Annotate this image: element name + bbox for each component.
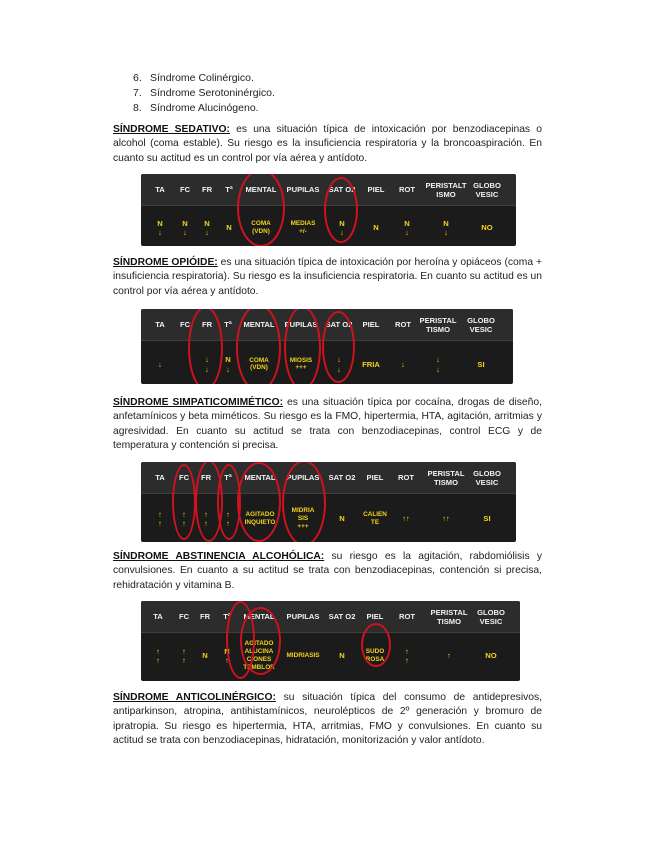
header-globo-vesical: GLOBO VESIC: [473, 180, 501, 199]
header-sat-o2: SAT O2: [325, 320, 353, 329]
header-pupilas: PUPILAS: [286, 473, 320, 482]
value-peristaltismo: ↓ ↓: [436, 355, 440, 374]
sedative-text: es una situación típica de intoxicación por benzodiacepinas o alcohol (coma estable). Su riesgo es la insuficiencia respiratoria y la broncoaspiración. En cuanto su actitud es un control por vía aérea y antídoto.: [113, 124, 542, 164]
value-globo-vesical: NO: [485, 651, 497, 661]
anticholinergic-paragraph: [113, 691, 542, 749]
anticholinergic-heading: SÍNDROME ANTICOLINÉRGICO:: [113, 692, 276, 703]
value-peristaltismo: ↑↑: [442, 514, 450, 524]
value-fr: ↑ ↑: [204, 509, 208, 528]
header-piel: PIEL: [367, 185, 385, 194]
value-temp: N ↓: [225, 355, 231, 374]
list-item: 7. Síndrome Serotoninérgico.: [133, 87, 275, 99]
header-piel: PIEL: [366, 612, 384, 621]
value-ta: ↑ ↑: [156, 646, 160, 665]
alcohol-withdrawal-text: su riesgo es la agitación, rabdomiólisis y convulsiones. En cuanto a su actitud se trata con benzodiacepinas, contención si precisa, rehidratación y vitamina B.: [113, 551, 542, 591]
list-item: 6. Síndrome Colinérgico.: [133, 72, 254, 84]
header-pupilas: PUPILAS: [286, 612, 320, 621]
sympathomimetic-table: [141, 462, 516, 542]
value-mental: COMA (VDN): [251, 220, 271, 235]
header-piel: PIEL: [362, 320, 380, 329]
value-temp: ↑ ↑: [226, 509, 230, 528]
header-piel: PIEL: [366, 473, 384, 482]
header-mental: MENTAL: [243, 320, 275, 329]
value-pupilas: MIDRIA SIS +++: [291, 507, 315, 530]
opioid-text: es una situación típica de intoxicación por heroína y opiáceos (coma + insuficiencia respiratoria). Su riesgo es la insuficiencia respiratoria. En cuanto su actitud es un control por vía aérea y antídoto.: [113, 257, 542, 297]
value-pupilas: MIOSIS +++: [289, 356, 313, 372]
list-item: 8. Síndrome Alucinógeno.: [133, 102, 259, 114]
value-piel: SUDO ROSA: [365, 648, 385, 663]
opioid-paragraph: [113, 256, 542, 299]
value-fr: ↓ ↓: [205, 355, 209, 374]
header-pupilas: PUPILAS: [284, 320, 318, 329]
value-sat-o2: N: [339, 514, 345, 524]
header-sat-o2: SAT O2: [328, 612, 356, 621]
value-piel: CALIEN TE: [363, 511, 387, 526]
header-fc: FC: [178, 473, 190, 482]
anticholinergic-text: su situación típica del consumo de antidepresivos, antiparkinson, atropina, antihistamínicos, neurolépticos de 2º generación y bromuro de ipratropia. Su riesgo es hipertermia, HTA, arritmias, FMO y convulsiones. En cuanto su actitud se trata con benzodiacepinas, hidratación, monitorización y valor antídoto.: [113, 692, 542, 747]
intro-list: [133, 71, 275, 116]
header-globo-vesical: GLOBO VESIC: [473, 468, 501, 487]
header-pupilas: PUPILAS: [286, 185, 320, 194]
sedative-paragraph: [113, 123, 542, 166]
value-sat-o2: N ↓: [339, 218, 345, 237]
header-peristaltismo: PERISTAL TISMO: [430, 607, 468, 626]
value-piel: FRIA: [362, 359, 380, 369]
header-peristaltismo: PERISTAL TISMO: [427, 468, 465, 487]
value-pupilas: MIDRIASIS: [286, 652, 320, 660]
value-rot: ↓: [401, 359, 405, 369]
sympathomimetic-text: es una situación típica por cocaína, drogas de diseño, anfetamínicos y beta miméticos. Su riesgo es la FMO, hipertermia, HTA, agitación, arritmias y agresividad. En cuanto su actitud se trata con benzodiacepinas, control ECG y de temperatura y contención si precisa.: [113, 397, 542, 452]
header-fc: FC: [178, 612, 190, 621]
sympathomimetic-paragraph: [113, 396, 542, 454]
header-rot: ROT: [398, 612, 416, 621]
value-mental: COMA (VDN): [249, 356, 269, 372]
header-ta: TA: [155, 185, 165, 194]
header-globo-vesical: GLOBO VESIC: [467, 315, 495, 334]
header-sat-o2: SAT O2: [328, 185, 356, 194]
header-temp: Tª: [224, 473, 232, 482]
value-globo-vesical: NO: [481, 223, 493, 233]
header-ta: TA: [155, 473, 165, 482]
value-mental: AGITADO INQUIETO: [244, 511, 276, 526]
header-fr: FR: [200, 473, 212, 482]
value-fc: ↑ ↑: [182, 646, 186, 665]
header-fc: FC: [179, 320, 191, 329]
header-sat-o2: SAT O2: [328, 473, 356, 482]
value-fc: N ↓: [182, 218, 188, 237]
header-temp: Tª: [225, 185, 233, 194]
value-fr: N ↓: [204, 218, 210, 237]
header-peristaltismo: PERISTALT ISMO: [425, 180, 467, 199]
header-ta: TA: [155, 320, 165, 329]
value-ta: N ↓: [157, 218, 163, 237]
value-rot: ↑↑: [402, 514, 410, 524]
header-fr: FR: [201, 185, 213, 194]
value-fr: N: [202, 651, 208, 661]
header-ta: TA: [153, 612, 163, 621]
value-pupilas: MEDIAS +/-: [290, 220, 316, 235]
value-globo-vesical: SI: [477, 359, 485, 369]
alcohol-withdrawal-paragraph: [113, 550, 542, 593]
value-fc: ↑ ↑: [182, 509, 186, 528]
value-temp: N ↑: [224, 646, 230, 665]
value-rot: N ↓: [404, 218, 410, 237]
value-temp: N: [226, 223, 232, 233]
alcohol-withdrawal-heading: SÍNDROME ABSTINENCIA ALCOHÓLICA:: [113, 551, 325, 562]
value-mental: AGITADO ALUCINA CIONES TEMBLOR: [243, 640, 275, 671]
header-mental: MENTAL: [245, 185, 277, 194]
header-peristaltismo: PERISTAL TISMO: [419, 315, 457, 334]
header-temp: Tª: [223, 612, 231, 621]
sedative-heading: SÍNDROME SEDATIVO:: [113, 124, 230, 135]
value-peristaltismo: N ↓: [443, 218, 449, 237]
value-ta: ↓: [158, 359, 162, 369]
value-piel: N: [373, 223, 379, 233]
value-sat-o2: N: [339, 651, 345, 661]
opioid-table: [141, 309, 513, 384]
header-mental: MENTAL: [243, 612, 275, 621]
header-fc: FC: [179, 185, 191, 194]
sympathomimetic-heading: SÍNDROME SIMPATICOMIMÉTICO:: [113, 397, 284, 408]
header-rot: ROT: [394, 320, 412, 329]
header-rot: ROT: [397, 473, 415, 482]
value-globo-vesical: SI: [483, 514, 491, 524]
header-fr: FR: [201, 320, 213, 329]
header-mental: MENTAL: [244, 473, 276, 482]
value-sat-o2: ↓ ↓: [337, 355, 341, 374]
value-ta: ↑ ↑: [158, 509, 162, 528]
header-rot: ROT: [398, 185, 416, 194]
alcohol-withdrawal-table: [141, 601, 520, 681]
value-rot: ↑ ↑: [405, 646, 409, 665]
value-peristaltismo: ↑: [447, 651, 451, 661]
header-temp: Tª: [224, 320, 232, 329]
header-fr: FR: [199, 612, 211, 621]
header-globo-vesical: GLOBO VESIC: [477, 607, 505, 626]
opioid-heading: SÍNDROME OPIÓIDE:: [113, 257, 218, 268]
sedative-table: [141, 174, 516, 246]
